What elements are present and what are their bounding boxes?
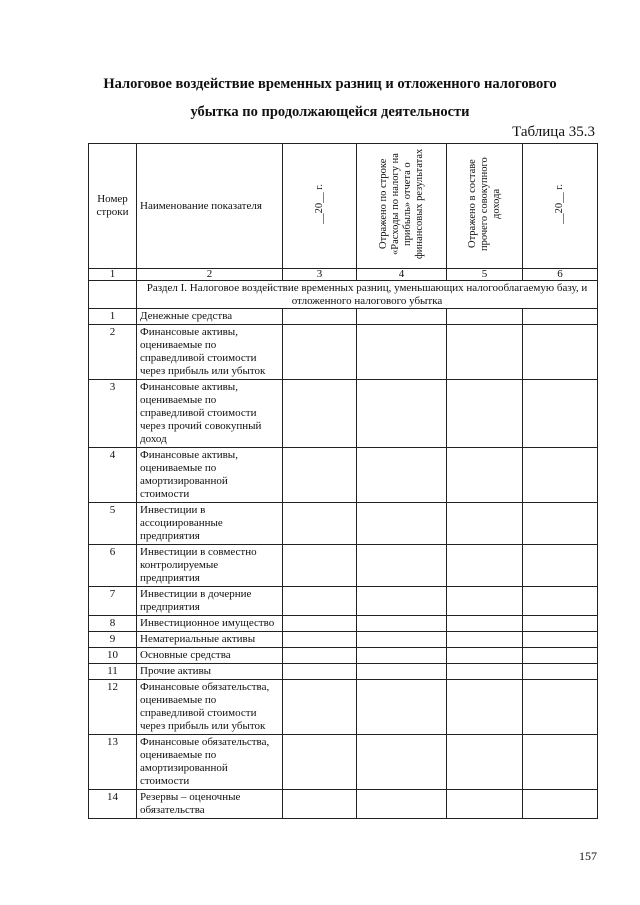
row-indicator-name: Инвестиции в дочерние предприятия [137,587,283,616]
header-col3-year: __20__ г. [313,184,325,224]
title-line-2: убытка по продолжающейся деятельности [190,104,470,120]
value-cell-col3 [283,790,357,819]
header-col5-oci: Отражено в составе прочего совокупного дохода [466,157,502,251]
value-cell-col4 [357,616,447,632]
section-row [89,281,598,309]
value-cell-col6 [523,664,598,680]
value-cell-col3 [283,448,357,503]
value-cell-col4 [357,790,447,819]
table-row [89,616,598,632]
row-indicator-name: Финансовые обязательства, оцениваемые по справедливой стоимости через прибыль или убыток [137,680,283,735]
value-cell-col4 [357,632,447,648]
value-cell-col6 [523,380,598,448]
tax-effect-table [88,143,598,819]
value-cell-col6 [523,735,598,790]
row-number: 6 [89,545,137,587]
row-indicator-name: Финансовые активы, оцениваемые по справедливой стоимости через прочий совокупный доход [137,380,283,448]
row-indicator-name: Прочие активы [137,664,283,680]
table-row [89,545,598,587]
value-cell-col4 [357,309,447,325]
table-row [89,309,598,325]
table-row [89,632,598,648]
value-cell-col5 [447,325,523,380]
row-indicator-name: Инвестиции в совместно контролируемые предприятия [137,545,283,587]
value-cell-col4 [357,735,447,790]
title-line-1: Налоговое воздействие временных разниц и отложенного налогового [103,76,557,92]
value-cell-col5 [447,380,523,448]
row-number: 3 [89,380,137,448]
value-cell-col4 [357,680,447,735]
column-number: 1 [89,269,137,281]
row-number: 7 [89,587,137,616]
header-col6-year: __20__ г. [554,184,565,224]
value-cell-col3 [283,309,357,325]
value-cell-col6 [523,503,598,545]
row-number: 8 [89,616,137,632]
row-number: 4 [89,448,137,503]
table-row [89,325,598,380]
value-cell-col3 [283,648,357,664]
row-indicator-name: Резервы – оценочные обязательства [137,790,283,819]
value-cell-col5 [447,680,523,735]
value-cell-col3 [283,664,357,680]
row-number: 5 [89,503,137,545]
row-indicator-name: Финансовые активы, оцениваемые по амортизированной стоимости [137,448,283,503]
value-cell-col5 [447,790,523,819]
value-cell-col6 [523,587,598,616]
row-indicator-name: Основные средства [137,648,283,664]
row-indicator-name: Инвестиции в ассоциированные предприятия [137,503,283,545]
value-cell-col3 [283,632,357,648]
row-indicator-name: Финансовые обязательства, оцениваемые по амортизированной стоимости [137,735,283,790]
value-cell-col4 [357,664,447,680]
column-number-row [89,269,598,281]
value-cell-col3 [283,680,357,735]
value-cell-col5 [447,735,523,790]
value-cell-col3 [283,616,357,632]
value-cell-col6 [523,790,598,819]
row-indicator-name: Инвестиционное имущество [137,616,283,632]
value-cell-col4 [357,545,447,587]
value-cell-col6 [523,309,598,325]
value-cell-col6 [523,680,598,735]
table-body [89,309,598,819]
row-number: 2 [89,325,137,380]
column-number: 2 [137,269,283,281]
value-cell-col5 [447,309,523,325]
value-cell-col6 [523,648,598,664]
table-row [89,664,598,680]
table-row [89,587,598,616]
value-cell-col5 [447,664,523,680]
section-title: Раздел I. Налоговое воздействие временных разниц, уменьшающих налогооблагаемую базу, и отложенного налогового убытка [137,281,598,309]
column-number: 3 [283,269,357,281]
value-cell-col5 [447,648,523,664]
value-cell-col4 [357,380,447,448]
table-label: Таблица 35.3 [512,124,595,140]
column-number: 4 [357,269,447,281]
value-cell-col6 [523,448,598,503]
value-cell-col3 [283,380,357,448]
page-number: 157 [579,849,597,863]
value-cell-col3 [283,545,357,587]
row-number: 1 [89,309,137,325]
value-cell-col5 [447,448,523,503]
row-indicator-name: Денежные средства [137,309,283,325]
table-row [89,680,598,735]
table-row [89,380,598,448]
row-number: 9 [89,632,137,648]
table-row [89,790,598,819]
table-row [89,735,598,790]
row-indicator-name: Финансовые активы, оцениваемые по справедливой стоимости через прибыль или убыток [137,325,283,380]
row-number: 13 [89,735,137,790]
value-cell-col6 [523,632,598,648]
value-cell-col3 [283,503,357,545]
value-cell-col5 [447,545,523,587]
value-cell-col5 [447,632,523,648]
column-number: 5 [447,269,523,281]
header-row [89,144,598,269]
row-indicator-name: Нематериальные активы [137,632,283,648]
row-number: 12 [89,680,137,735]
value-cell-col4 [357,648,447,664]
value-cell-col5 [447,616,523,632]
value-cell-col4 [357,503,447,545]
value-cell-col3 [283,587,357,616]
row-number: 11 [89,664,137,680]
value-cell-col4 [357,325,447,380]
row-number: 10 [89,648,137,664]
header-row-number: Номер строки [89,144,137,269]
header-col4-profit-tax: Отражено по строке «Расходы по налогу на прибыль» отчета о финансовых результатах [377,148,425,260]
value-cell-col6 [523,325,598,380]
value-cell-col4 [357,448,447,503]
value-cell-col4 [357,587,447,616]
value-cell-col3 [283,735,357,790]
column-number: 6 [523,269,598,281]
value-cell-col5 [447,503,523,545]
header-indicator-name: Наименование показателя [137,144,283,269]
table-row [89,648,598,664]
table-row [89,503,598,545]
table-row [89,448,598,503]
value-cell-col6 [523,616,598,632]
value-cell-col5 [447,587,523,616]
value-cell-col3 [283,325,357,380]
row-number: 14 [89,790,137,819]
value-cell-col6 [523,545,598,587]
